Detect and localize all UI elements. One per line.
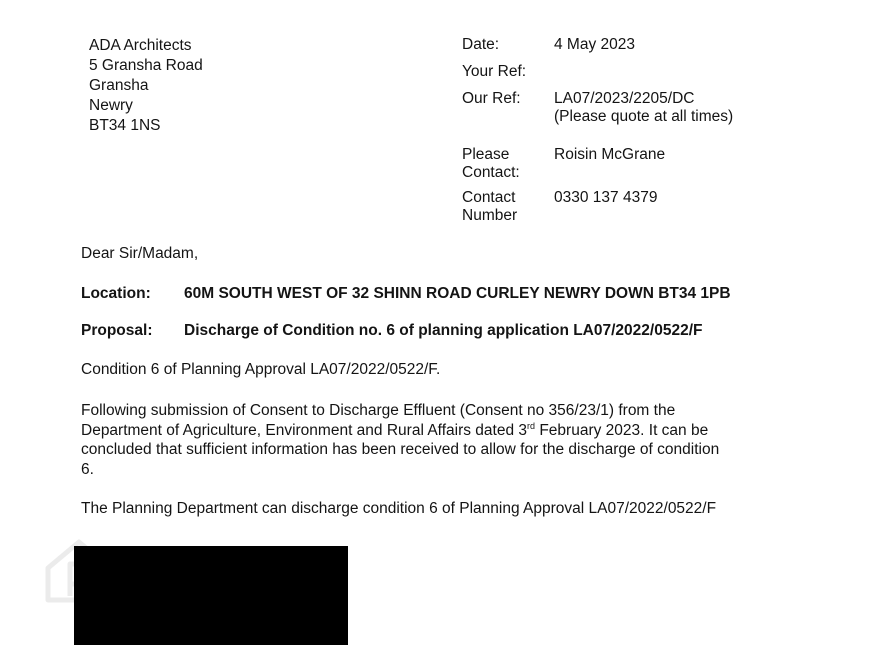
contact-number-label-line1: Contact bbox=[462, 189, 516, 206]
proposal-label: Proposal: bbox=[81, 322, 153, 339]
contact-value: Roisin McGrane bbox=[554, 146, 666, 163]
proposal-text: Discharge of Condition no. 6 of planning application LA07/2022/0522/F bbox=[184, 322, 703, 339]
your-ref-label: Your Ref: bbox=[462, 63, 527, 80]
salutation: Dear Sir/Madam, bbox=[81, 245, 199, 262]
paragraph-line-text: February 2023. It can be bbox=[535, 421, 709, 439]
contact-label-line1: Please bbox=[462, 146, 510, 163]
condition-line: Condition 6 of Planning Approval LA07/2022/0522/F. bbox=[81, 361, 441, 378]
contact-label-line2: Contact: bbox=[462, 164, 520, 181]
our-ref-note: (Please quote at all times) bbox=[554, 108, 734, 125]
date-value: 4 May 2023 bbox=[554, 36, 635, 53]
contact-number-value: 0330 137 4379 bbox=[554, 189, 658, 206]
address-line: Newry bbox=[89, 97, 133, 114]
date-label: Date: bbox=[462, 36, 500, 53]
location-label: Location: bbox=[81, 285, 151, 302]
address-line: ADA Architects bbox=[89, 37, 192, 54]
paragraph-line: Following submission of Consent to Discharge Effluent (Consent no 356/23/1) from the bbox=[81, 402, 676, 419]
address-line: BT34 1NS bbox=[89, 117, 161, 134]
our-ref-label: Our Ref: bbox=[462, 90, 521, 107]
paragraph-line: concluded that sufficient information has been received to allow for the discharge of condition bbox=[81, 441, 720, 458]
paragraph-line-text: Department of Agriculture, Environment and Rural Affairs dated 3 bbox=[81, 421, 528, 439]
closing-line: The Planning Department can discharge condition 6 of Planning Approval LA07/2022/0522/F bbox=[81, 500, 717, 517]
address-line: Gransha bbox=[89, 77, 149, 94]
body-paragraph bbox=[81, 401, 821, 479]
paragraph-line bbox=[81, 421, 821, 441]
our-ref-value: LA07/2023/2205/DC bbox=[554, 90, 695, 107]
address-line: 5 Gransha Road bbox=[89, 57, 203, 74]
redacted-signature-block bbox=[74, 546, 348, 645]
paragraph-line: 6. bbox=[81, 460, 94, 478]
recipient-address bbox=[89, 36, 203, 136]
contact-number-label-line2: Number bbox=[462, 207, 518, 224]
location-text: 60M SOUTH WEST OF 32 SHINN ROAD CURLEY NEWRY DOWN BT34 1PB bbox=[184, 285, 731, 302]
ordinal-superscript: rd bbox=[527, 420, 536, 431]
